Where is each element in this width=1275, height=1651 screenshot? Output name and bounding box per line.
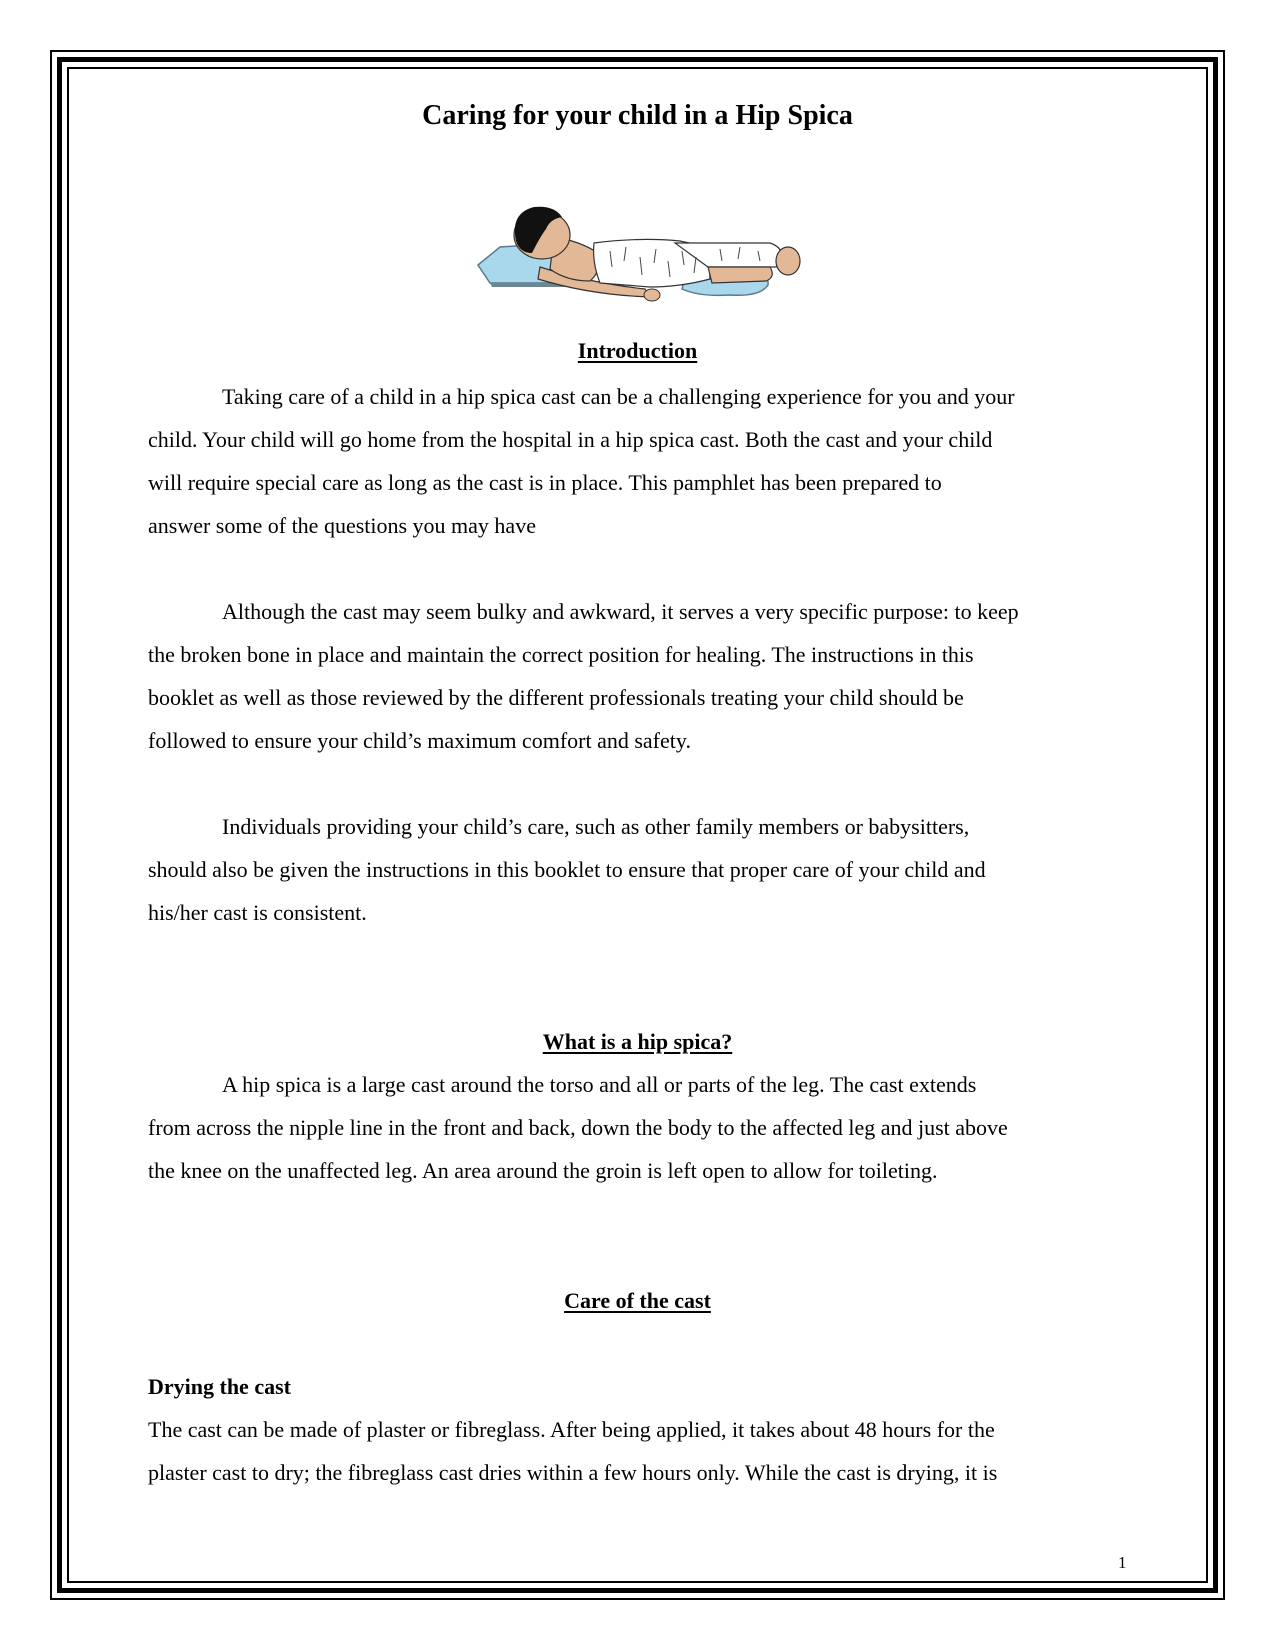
text-line: the knee on the unaffected leg. An area around the groin is left open to allow for toileting. <box>148 1158 938 1183</box>
text-line: will require special care as long as the cast is in place. This pamphlet has been prepared to <box>148 470 942 495</box>
text-line: answer some of the questions you may have <box>148 513 536 538</box>
text-line: followed to ensure your child’s maximum comfort and safety. <box>148 728 691 753</box>
leg-skin <box>708 267 772 283</box>
text-line: child. Your child will go home from the hospital in a hip spica cast. Both the cast and your child <box>148 427 993 452</box>
child-in-hip-spica-illustration <box>470 197 810 307</box>
text-line: from across the nipple line in the front and back, down the body to the affected leg and just above <box>148 1115 1008 1140</box>
text-line: should also be given the instructions in this booklet to ensure that proper care of your child and <box>148 857 986 882</box>
text-line: A hip spica is a large cast around the torso and all or parts of the leg. The cast extends <box>222 1072 977 1097</box>
document-title: Caring for your child in a Hip Spica <box>422 100 853 131</box>
section-heading-what-is-hip-spica: What is a hip spica? <box>542 1029 733 1054</box>
subheading-drying-the-cast: Drying the cast <box>148 1374 291 1399</box>
text-line: Individuals providing your child’s care, such as other family members or babysitters, <box>222 814 970 839</box>
text-line: his/her cast is consistent. <box>148 900 367 925</box>
hand <box>644 289 660 301</box>
foot <box>776 247 800 275</box>
page-number: 1 <box>1118 1553 1127 1572</box>
section-heading-introduction: Introduction <box>577 338 698 363</box>
text-line: Taking care of a child in a hip spica cast can be a challenging experience for you and your <box>222 384 1015 409</box>
text-line: booklet as well as those reviewed by the different professionals treating your child should be <box>148 685 964 710</box>
section-heading-care-of-cast: Care of the cast <box>564 1288 711 1313</box>
text-line: The cast can be made of plaster or fibreglass. After being applied, it takes about 48 hours for the <box>148 1417 995 1442</box>
text-line: plaster cast to dry; the fibreglass cast dries within a few hours only. While the cast is drying, it is <box>148 1460 998 1485</box>
text-line: Although the cast may seem bulky and awkward, it serves a very specific purpose: to keep <box>222 599 1019 624</box>
text-line: the broken bone in place and maintain the correct position for healing. The instructions in this <box>148 642 974 667</box>
